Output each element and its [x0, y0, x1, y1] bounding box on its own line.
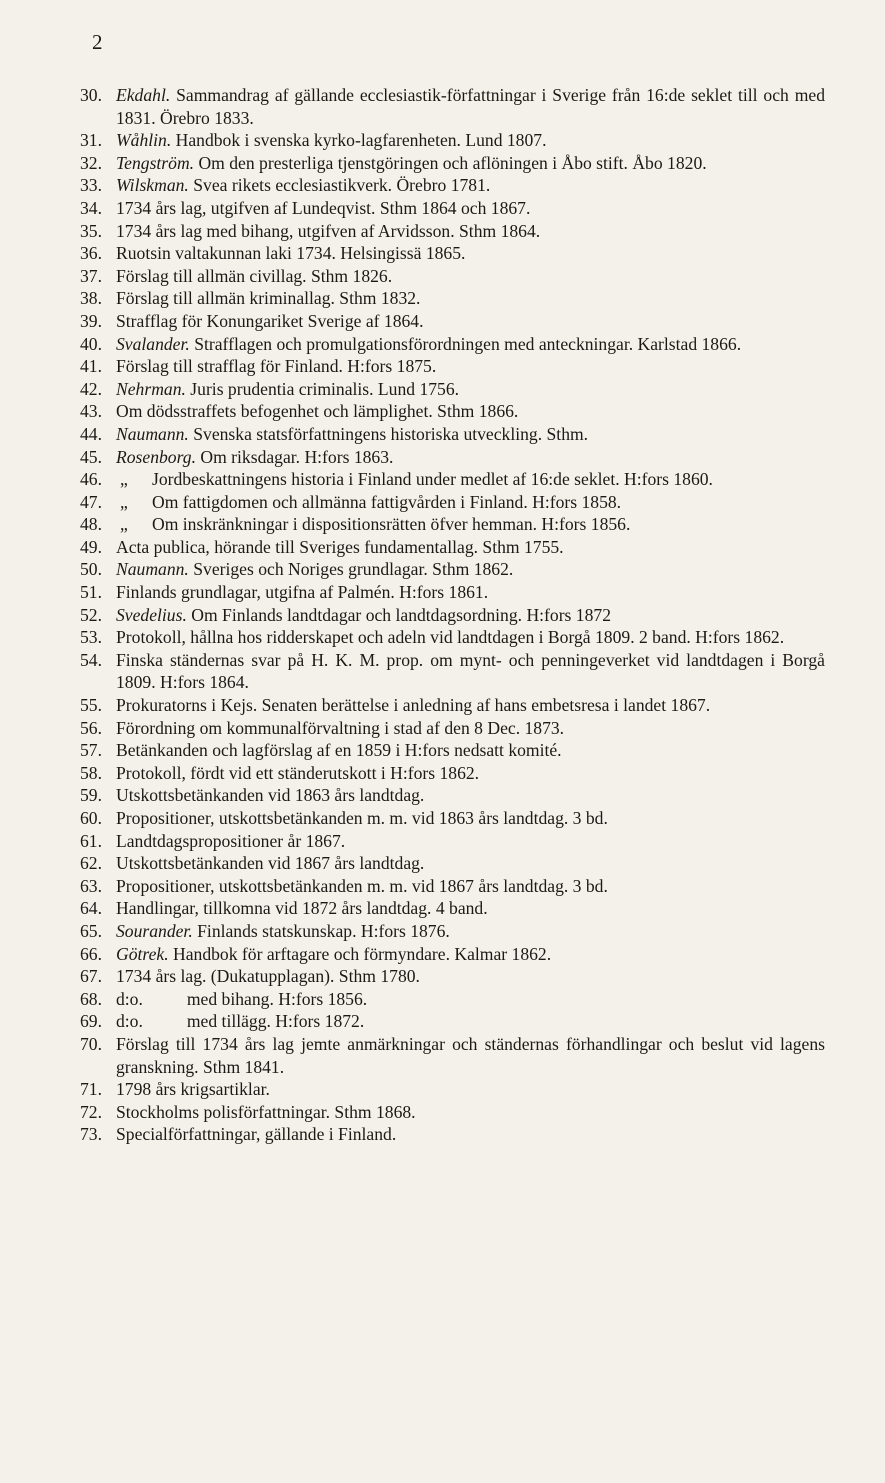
entry-number: 47.: [80, 491, 102, 512]
entry-number: 61.: [80, 830, 102, 851]
entry-number: 57.: [80, 740, 102, 761]
entry-author: Ekdahl.: [116, 85, 171, 105]
bibliography-entry: [80, 536, 825, 559]
entry-number: 35.: [80, 220, 102, 241]
entry-author: Rosenborg.: [116, 446, 196, 467]
entry-number: 64.: [80, 898, 102, 919]
bibliography-entry: [80, 129, 825, 152]
entry-number: 50.: [80, 559, 102, 580]
entry-number: 45.: [80, 446, 102, 467]
bibliography-entry: [80, 852, 825, 875]
entry-number: 42.: [80, 378, 102, 399]
bibliography-entry: [80, 1010, 825, 1033]
entry-author: Wåhlin.: [116, 130, 172, 151]
bibliography-entry: [80, 694, 825, 717]
entry-text: Strafflagen och promulgationsförordningen med anteckningar. Karlstad 1866.: [194, 333, 742, 354]
entry-author: Svalander.: [116, 333, 190, 354]
entry-number: 39.: [80, 310, 102, 331]
page-number: 2: [92, 30, 103, 54]
entry-number: 38.: [80, 288, 102, 309]
bibliography-entry: [80, 220, 825, 243]
entry-text: Handlingar, tillkomna vid 1872 års landtdag. 4 band.: [116, 898, 488, 919]
bibliography-entry: [80, 604, 825, 627]
entry-number: 68.: [80, 988, 102, 1009]
entry-text: Ruotsin valtakunnan laki 1734. Helsingissä 1865.: [116, 243, 466, 264]
bibliography-entry: [80, 152, 825, 175]
entry-number: 41.: [80, 356, 102, 377]
entry-number: 37.: [80, 265, 102, 286]
entry-number: 54.: [80, 649, 102, 670]
bibliography-list: [80, 84, 830, 1146]
entry-text: Sammandrag af gällande ecclesiastik-författningar i Sverige från 16:de seklet till och med 1831. Örebro 1833.: [116, 85, 830, 128]
entry-number: 72.: [80, 1101, 102, 1122]
bibliography-entry: [80, 468, 825, 491]
entry-number: 48.: [80, 514, 102, 535]
bibliography-entry: [80, 491, 825, 514]
bibliography-entry: [80, 875, 825, 898]
entry-text: Finska ständernas svar på H. K. M. prop. om mynt- och penningeverket vid landtdagen i Borgå 1809. H:fors 1864.: [116, 649, 830, 693]
bibliography-entry: [80, 965, 825, 988]
entry-text: Handbok i svenska kyrko-lagfarenheten. Lund 1807.: [175, 130, 547, 151]
ditto-mark: „: [120, 514, 128, 535]
entry-text: 1734 års lag. (Dukatupplagan). Sthm 1780.: [116, 966, 420, 987]
bibliography-entry: [80, 558, 825, 581]
bibliography-entry: [80, 807, 825, 830]
entry-text: Sveriges och Noriges grundlagar. Sthm 1862.: [193, 559, 514, 580]
entry-text: Strafflag för Konungariket Sverige af 1864.: [116, 310, 424, 331]
bibliography-entry: [80, 265, 825, 288]
bibliography-entry: [80, 897, 825, 920]
bibliography-entry: [80, 1078, 825, 1101]
bibliography-entry: [80, 830, 825, 853]
entry-text: Om riksdagar. H:fors 1863.: [200, 446, 394, 467]
entry-text: Om den presterliga tjenstgöringen och aflöningen i Åbo stift. Åbo 1820.: [198, 152, 707, 173]
entry-number: 46.: [80, 469, 102, 490]
entry-number: 31.: [80, 130, 102, 151]
bibliography-entry: [80, 378, 825, 401]
bibliography-entry: [80, 355, 825, 378]
entry-number: 32.: [80, 152, 102, 173]
entry-number: 60.: [80, 808, 102, 828]
entry-number: 66.: [80, 943, 102, 964]
entry-text: Stockholms polisförfattningar. Sthm 1868.: [116, 1101, 416, 1122]
entry-text: Svea rikets ecclesiastikverk. Örebro 1781.: [193, 175, 491, 196]
entry-text: Förordning om kommunalförvaltning i stad af den 8 Dec. 1873.: [116, 717, 565, 738]
entry-text: 1734 års lag med bihang, utgifven af Arvidsson. Sthm 1864.: [116, 220, 541, 241]
entry-text: Förslag till allmän kriminallag. Sthm 1832.: [116, 288, 421, 309]
entry-number: 52.: [80, 604, 102, 625]
entry-text: Om Finlands landtdagar och landtdagsordning. H:fors 1872: [191, 604, 611, 625]
entry-text: Prokuratorns i Kejs. Senaten berättelse i anledning af hans embetsresa i landet 1867.: [116, 695, 711, 716]
entry-author: Sourander.: [116, 920, 193, 941]
entry-text: Utskottsbetänkanden vid 1863 års landtdag.: [116, 785, 425, 806]
entry-number: 58.: [80, 762, 102, 783]
bibliography-entry: [80, 717, 825, 740]
entry-number: 67.: [80, 966, 102, 987]
entry-author: Naumann.: [116, 559, 189, 580]
entry-number: 44.: [80, 423, 102, 444]
entry-text: 1798 års krigsartiklar.: [116, 1079, 270, 1100]
entry-number: 56.: [80, 717, 102, 738]
bibliography-entry: [80, 446, 825, 469]
entry-text: Juris prudentia criminalis. Lund 1756.: [190, 378, 460, 399]
bibliography-entry: [80, 762, 825, 785]
entry-author: Tengström.: [116, 152, 195, 173]
entry-author: Wilskman.: [116, 175, 189, 196]
entry-text: Protokoll, fördt vid ett ständerutskott i H:fors 1862.: [116, 762, 480, 783]
bibliography-entry: [80, 513, 825, 536]
entry-number: 43.: [80, 401, 102, 422]
entry-text: Propositioner, utskottsbetänkanden m. m. vid 1863 års landtdag. 3 bd.: [116, 808, 608, 828]
entry-number: 62.: [80, 853, 102, 874]
entry-number: 59.: [80, 785, 102, 806]
entry-author: Nehrman.: [116, 378, 186, 399]
entry-text: Förslag till 1734 års lag jemte anmärkningar och ständernas förhandlingar och beslut vid lagens granskning. Sthm 1841.: [116, 1033, 830, 1077]
entry-text: Om inskränkningar i dispositionsrätten öfver hemman. H:fors 1856.: [152, 514, 631, 535]
bibliography-entry: [80, 310, 825, 333]
entry-text: Finlands statskunskap. H:fors 1876.: [197, 920, 450, 941]
bibliography-entry: [80, 333, 825, 356]
bibliography-entry: [80, 988, 825, 1011]
entry-number: 69.: [80, 1011, 102, 1032]
bibliography-entry: [80, 943, 825, 966]
bibliography-entry: [80, 626, 825, 649]
entry-number: 30.: [80, 85, 102, 105]
entry-text: Jordbeskattningens historia i Finland under medlet af 16:de seklet. H:fors 1860.: [152, 469, 713, 490]
entry-text: Svenska statsförfattningens historiska utveckling. Sthm.: [193, 423, 589, 444]
entry-number: 73.: [80, 1124, 102, 1145]
entry-number: 40.: [80, 333, 102, 354]
entry-text: Landtdagspropositioner år 1867.: [116, 830, 346, 851]
entry-text: Finlands grundlagar, utgifna af Palmén. H:fors 1861.: [116, 582, 489, 603]
entry-number: 51.: [80, 582, 102, 603]
entry-text: Protokoll, hållna hos ridderskapet och adeln vid landtdagen i Borgå 1809. 2 band. H:fors 1862.: [116, 627, 785, 648]
ditto-mark: „: [120, 469, 128, 490]
entry-text: Propositioner, utskottsbetänkanden m. m. vid 1867 års landtdag. 3 bd.: [116, 875, 608, 896]
entry-number: 63.: [80, 875, 102, 896]
entry-text: Handbok för arftagare och förmyndare. Kalmar 1862.: [173, 943, 552, 964]
entry-number: 65.: [80, 920, 102, 941]
entry-author: Götrek.: [116, 943, 169, 964]
entry-number: 34.: [80, 197, 102, 218]
entry-number: 53.: [80, 627, 102, 648]
bibliography-entry: [80, 242, 825, 265]
entry-text: Specialförfattningar, gällande i Finland.: [116, 1124, 397, 1145]
entry-text: 1734 års lag, utgifven af Lundeqvist. Sthm 1864 och 1867.: [116, 197, 531, 218]
entry-number: 36.: [80, 243, 102, 264]
bibliography-entry: [80, 581, 825, 604]
entry-text: Förslag till allmän civillag. Sthm 1826.: [116, 265, 393, 286]
entry-text: Om dödsstraffets befogenhet och lämplighet. Sthm 1866.: [116, 401, 519, 422]
entry-text: Förslag till strafflag för Finland. H:fors 1875.: [116, 356, 437, 377]
bibliography-entry: [80, 649, 830, 694]
entry-number: 33.: [80, 175, 102, 196]
entry-text: Betänkanden och lagförslag af en 1859 i H:fors nedsatt komité.: [116, 740, 562, 761]
entry-number: 70.: [80, 1033, 102, 1054]
entry-number: 71.: [80, 1079, 102, 1100]
bibliography-entry: [80, 287, 825, 310]
bibliography-entry: [80, 920, 825, 943]
entry-text: Acta publica, hörande till Sveriges fundamentallag. Sthm 1755.: [116, 536, 564, 557]
ditto-mark: „: [120, 491, 128, 512]
bibliography-entry: [80, 174, 825, 197]
entry-text: d:o. med bihang. H:fors 1856.: [116, 988, 368, 1009]
entry-number: 49.: [80, 536, 102, 557]
entry-text: d:o. med tillägg. H:fors 1872.: [116, 1011, 365, 1032]
entry-author: Naumann.: [116, 423, 189, 444]
bibliography-entry: [80, 84, 830, 129]
bibliography-entry: [80, 423, 825, 446]
entry-number: 55.: [80, 695, 102, 716]
entry-text: Om fattigdomen och allmänna fattigvården i Finland. H:fors 1858.: [152, 491, 622, 512]
bibliography-entry: [80, 400, 825, 423]
bibliography-entry: [80, 1033, 830, 1078]
bibliography-entry: [80, 1101, 825, 1124]
entry-text: Utskottsbetänkanden vid 1867 års landtdag.: [116, 853, 425, 874]
entry-author: Svedelius.: [116, 604, 187, 625]
bibliography-entry: [80, 784, 825, 807]
bibliography-entry: [80, 197, 825, 220]
bibliography-entry: [80, 739, 825, 762]
bibliography-entry: [80, 1123, 825, 1146]
